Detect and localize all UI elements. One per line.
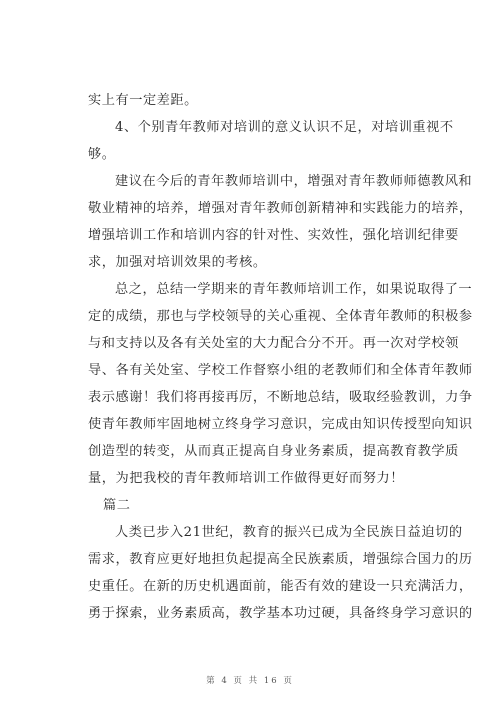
section-heading: 篇二 bbox=[103, 498, 131, 513]
text-line-5: 敬业精神的培养，增强对青年教师创新精神和实践能力的培养， bbox=[88, 201, 473, 216]
text-line-3: 够。 bbox=[88, 147, 116, 162]
text-line-1: 实上有一定差距。 bbox=[88, 93, 198, 108]
text-line-20: 勇于探索，业务素质高，教学基本功过硬，具备终身学习意识的 bbox=[88, 606, 473, 621]
text-line-6: 增强培训工作和培训内容的针对性、实效性，强化培训纪律要 bbox=[88, 228, 459, 243]
text-line-13: 使青年教师牢固地树立终身学习意识，完成由知识传授型向知识 bbox=[88, 417, 473, 432]
text-line-19: 史重任。在新的历史机遇面前，能否有效的建设一只充满活力， bbox=[88, 579, 473, 594]
text-line-8: 总之，总结一学期来的青年教师培训工作，如果说取得了一 bbox=[115, 282, 473, 297]
text-line-17: 人类已步入21世纪，教育的振兴已成为全民族日益迫切的 bbox=[115, 525, 463, 540]
text-line-10: 与和支持以及各有关处室的大力配合分不开。再一次对学校领 bbox=[88, 336, 459, 351]
page-number-footer: 第 4 页 共 16 页 bbox=[206, 676, 294, 686]
text-line-7: 求，加强对培训效果的考核。 bbox=[88, 255, 267, 270]
text-line-18: 需求，教育应更好地担负起提高全民族素质，增强综合国力的历 bbox=[88, 552, 473, 567]
text-line-11: 导、各有关处室、学校工作督察小组的老教师们和全体青年教师 bbox=[88, 363, 473, 378]
text-line-14: 创造型的转变，从而真正提高自身业务素质，提高教育教学质 bbox=[88, 444, 459, 459]
text-line-4: 建议在今后的青年教师培训中，增强对青年教师师德教风和 bbox=[115, 174, 473, 189]
text-line-9: 定的成绩，那也与学校领导的关心重视、全体青年教师的积极参 bbox=[88, 309, 473, 324]
text-line-15: 量，为把我校的青年教师培训工作做得更好而努力！ bbox=[88, 471, 404, 486]
text-line-12: 表示感谢！我们将再接再厉，不断地总结，吸取经验教训，力争 bbox=[88, 390, 473, 405]
text-line-2: 4、个别青年教师对培训的意义认识不足，对培训重视不 bbox=[115, 120, 454, 135]
